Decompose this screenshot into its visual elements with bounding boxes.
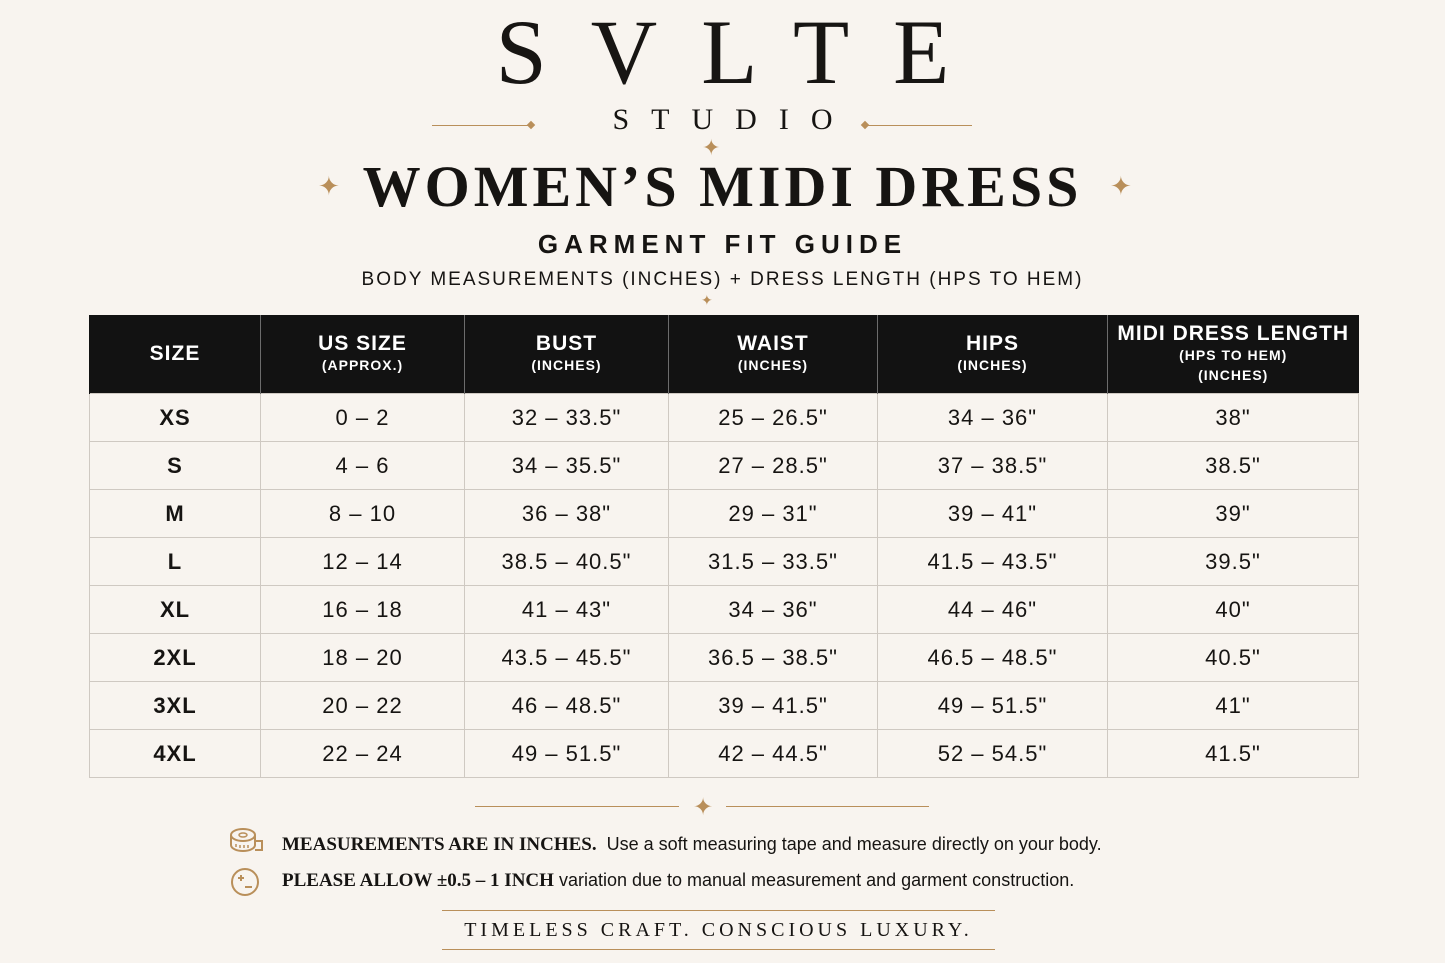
cell-hips: 49 – 51.5" [878, 682, 1108, 730]
header-midi-length: MIDI DRESS LENGTH (HPS TO HEM) (INCHES) [1108, 315, 1359, 394]
cell-bust: 46 – 48.5" [465, 682, 669, 730]
divider-line [475, 806, 679, 807]
cell-bust: 41 – 43" [465, 586, 669, 634]
brand-studio: STUDIO [612, 103, 855, 136]
table-header-row [90, 315, 1359, 394]
size-chart-table [89, 315, 1359, 778]
header-us-size: US SIZE (APPROX.) [261, 315, 465, 394]
plus-minus-icon [229, 866, 261, 898]
cell-midi-length: 40" [1108, 586, 1359, 634]
note-bold: MEASUREMENTS ARE IN INCHES. [282, 834, 597, 855]
cell-midi-length: 41.5" [1108, 730, 1359, 778]
measuring-tape-icon [228, 826, 264, 856]
sparkle-icon: ✦ [693, 793, 714, 821]
cell-size: 3XL [90, 682, 261, 730]
page-description: BODY MEASUREMENTS (INCHES) + DRESS LENGTH (HPS TO HEM) [361, 269, 1084, 290]
table-row [90, 634, 1359, 682]
cell-us-size: 12 – 14 [261, 538, 465, 586]
cell-size: M [90, 490, 261, 538]
cell-us-size: 20 – 22 [261, 682, 465, 730]
cell-bust: 49 – 51.5" [465, 730, 669, 778]
cell-bust: 36 – 38" [465, 490, 669, 538]
cell-waist: 39 – 41.5" [669, 682, 878, 730]
cell-hips: 41.5 – 43.5" [878, 538, 1108, 586]
cell-waist: 31.5 – 33.5" [669, 538, 878, 586]
sparkle-icon: ✦ [318, 172, 340, 202]
cell-hips: 46.5 – 48.5" [878, 634, 1108, 682]
table-row [90, 538, 1359, 586]
cell-waist: 36.5 – 38.5" [669, 634, 878, 682]
cell-size: 4XL [90, 730, 261, 778]
cell-midi-length: 40.5" [1108, 634, 1359, 682]
table-row [90, 442, 1359, 490]
header-size: SIZE [90, 315, 261, 394]
cell-us-size: 8 – 10 [261, 490, 465, 538]
cell-hips: 34 – 36" [878, 394, 1108, 442]
cell-bust: 32 – 33.5" [465, 394, 669, 442]
cell-midi-length: 38.5" [1108, 442, 1359, 490]
cell-size: XS [90, 394, 261, 442]
cell-waist: 27 – 28.5" [669, 442, 878, 490]
cell-size: S [90, 442, 261, 490]
sparkle-icon: ✦ [701, 293, 713, 309]
cell-hips: 44 – 46" [878, 586, 1108, 634]
cell-us-size: 22 – 24 [261, 730, 465, 778]
cell-hips: 52 – 54.5" [878, 730, 1108, 778]
cell-bust: 43.5 – 45.5" [465, 634, 669, 682]
cell-midi-length: 41" [1108, 682, 1359, 730]
cell-us-size: 0 – 2 [261, 394, 465, 442]
note-measurements [282, 832, 1102, 857]
page-subtitle: GARMENT FIT GUIDE [537, 229, 908, 259]
cell-waist: 25 – 26.5" [669, 394, 878, 442]
note-bold: PLEASE ALLOW ±0.5 – 1 INCH [282, 870, 554, 891]
table-row [90, 394, 1359, 442]
table-row [90, 586, 1359, 634]
divider-line [862, 125, 972, 126]
cell-bust: 34 – 35.5" [465, 442, 669, 490]
table-row [90, 730, 1359, 778]
note-text: variation due to manual measurement and garment construction. [558, 870, 1075, 890]
cell-us-size: 18 – 20 [261, 634, 465, 682]
cell-waist: 42 – 44.5" [669, 730, 878, 778]
divider-line [726, 806, 929, 807]
table-row [90, 490, 1359, 538]
cell-bust: 38.5 – 40.5" [465, 538, 669, 586]
cell-size: L [90, 538, 261, 586]
studio-row [0, 100, 1445, 140]
note-text: Use a soft measuring tape and measure directly on your body. [606, 834, 1102, 854]
tagline: TIMELESS CRAFT. CONSCIOUS LUXURY. [442, 910, 995, 950]
cell-midi-length: 39" [1108, 490, 1359, 538]
cell-hips: 37 – 38.5" [878, 442, 1108, 490]
note-allowance [282, 868, 1074, 893]
sparkle-icon: ✦ [702, 136, 721, 161]
header-hips: HIPS (INCHES) [878, 315, 1108, 394]
header-bust: BUST (INCHES) [465, 315, 669, 394]
cell-waist: 29 – 31" [669, 490, 878, 538]
cell-hips: 39 – 41" [878, 490, 1108, 538]
header-waist: WAIST (INCHES) [669, 315, 878, 394]
cell-us-size: 4 – 6 [261, 442, 465, 490]
cell-size: 2XL [90, 634, 261, 682]
sparkle-icon: ✦ [1110, 172, 1132, 202]
cell-size: XL [90, 586, 261, 634]
page-title: WOMEN’S MIDI DRESS [362, 154, 1083, 219]
cell-waist: 34 – 36" [669, 586, 878, 634]
table-row [90, 682, 1359, 730]
cell-midi-length: 38" [1108, 394, 1359, 442]
cell-midi-length: 39.5" [1108, 538, 1359, 586]
brand-logo: SVLTE [495, 1, 994, 103]
cell-us-size: 16 – 18 [261, 586, 465, 634]
